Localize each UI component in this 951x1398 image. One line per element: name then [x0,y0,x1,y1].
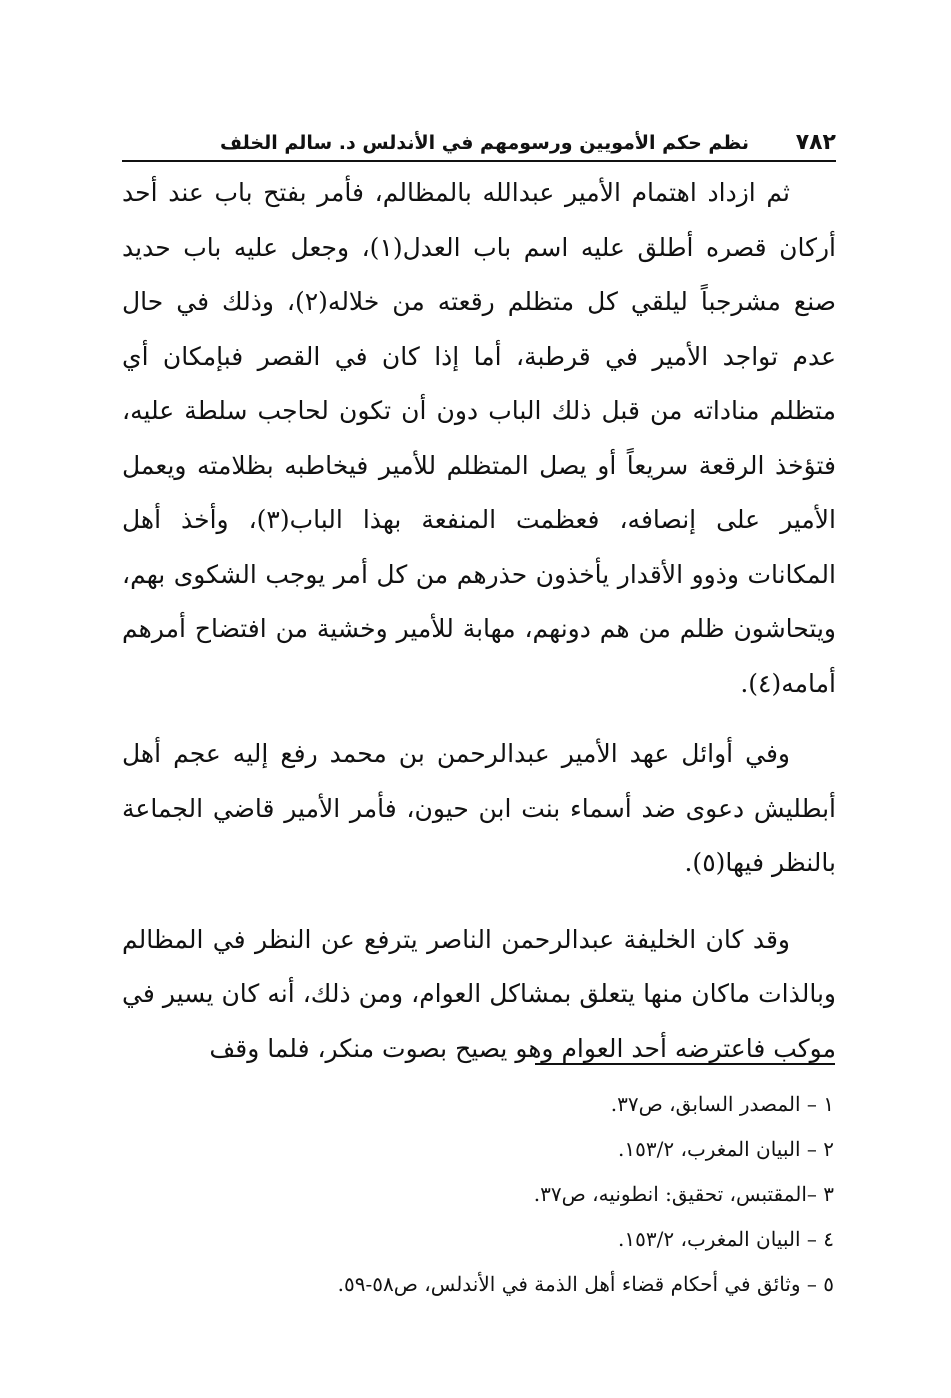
footnote: ٢ – البيان المغرب، ١٥٣/٢. [618,1137,834,1161]
running-title: نظم حكم الأمويين ورسومهم في الأندلس د. سالم الخلف [220,132,749,154]
header-rule [122,160,836,162]
footnote: ٣ –المقتبس، تحقيق: انطونيه، ص٣٧. [533,1182,834,1206]
footnote: ١ – المصدر السابق، ص٣٧. [610,1092,834,1116]
footnotes [122,1082,834,1307]
main-text [122,166,836,1076]
paragraph: ثم ازداد اهتمام الأمير عبدالله بالمظالم، فأمر بفتح باب عند أحد أركان قصره أطلق عليه اسم باب العدل(١)، وجعل عليه باب حديد صنع مشرجباً ليلقي كل متظلم رقعته من خلاله(٢)، وذلك في حال عدم تواجد الأمير في قرطبة، أما إذا كان في القصر فبإمكان أي متظلم مناداته من قبل ذلك الباب دون أن تكون لحاجب سلطة عليه، فتؤخذ الرقعة سريعاً أو يصل المتظلم للأمير فيخاطبه بظلامته ويعمل الأمير على إنصافه، فعظمت المنفعة بهذا الباب(٣)، وأخذ أهل المكانات وذوو الأقدار يأخذون حذرهم من كل أمر يوجب الشكوى بهم، ويتحاشون ظلم من هم دونهم، مهابة للأمير وخشية من افتضاح أمرهم أمامه(٤). [122,178,837,698]
page-header [122,128,836,162]
paragraph: وقد كان الخليفة عبدالرحمن الناصر يترفع عن النظر في المظالم وبالذات ماكان منها يتعلق بمشاكل العوام، ومن ذلك، أنه كان يسير في موكب فاعترضه أحد العوام وهو يصيح بصوت منكر، فلما وقف [122,924,836,1063]
paragraph: وفي أوائل عهد الأمير عبدالرحمن بن محمد رفع إليه عجم أهل أبطليش دعوى ضد أسماء بنت ابن حيون، فأمر الأمير قاضي الجماعة بالنظر فيها(٥). [122,739,836,877]
footnote-separator [535,1063,835,1065]
page-number: ٧٨٢ [795,130,836,155]
footnote: ٤ – البيان المغرب، ١٥٣/٢. [618,1227,834,1251]
footnote: ٥ – وثائق في أحكام قضاء أهل الذمة في الأندلس، ص٥٨-٥٩. [337,1272,834,1296]
